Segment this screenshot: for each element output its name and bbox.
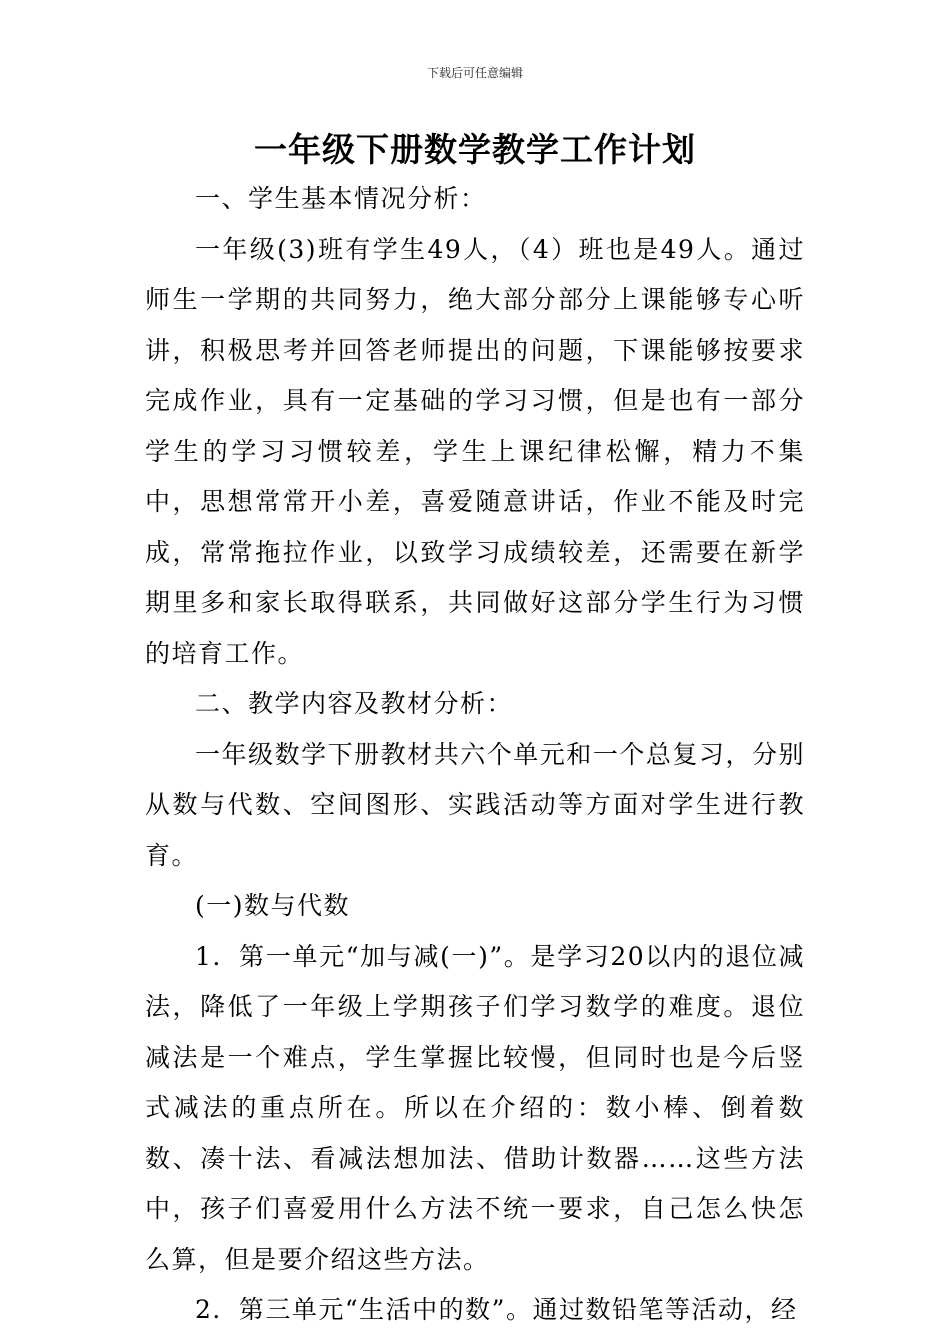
paragraph-textbook-overview: 一年级数学下册教材共六个单元和一个总复习，分别从数与代数、空间图形、实践活动等方面对学生进行教育。 [145, 739, 805, 870]
section-heading-content-analysis: 二、教学内容及教材分析： [195, 689, 514, 718]
section-heading-student-analysis: 一、学生基本情况分析： [195, 184, 487, 213]
document-body [145, 174, 805, 1336]
page-header-note: 下载后可任意编辑 [426, 66, 523, 80]
paragraph-unit-three: 2．第三单元“生活中的数”。通过数铅笔等活动，经 [195, 1295, 798, 1324]
subsection-heading-numbers-algebra: (一)数与代数 [195, 891, 351, 920]
paragraph-student-analysis: 一年级(3)班有学生49人，（4）班也是49人。通过师生一学期的共同努力，绝大部分部分上课能够专心听讲，积极思考并回答老师提出的问题，下课能够按要求完成作业，具有一定基础的学习习惯，但是也有一部分学生的学习习惯较差，学生上课纪律松懈，精力不集中，思想常常开小差，喜爱随意讲话，作业不能及时完成，常常拖拉作业，以致学习成绩较差，还需要在新学期里多和家长取得联系，共同做好这部分学生行为习惯的培育工作。 [145, 234, 805, 668]
paragraph-unit-one: 1．第一单元“加与减(一)”。是学习20以内的退位减法，降低了一年级上学期孩子们学习数学的难度。退位减法是一个难点，学生掌握比较慢，但同时也是今后竖式减法的重点所在。所以在介绍的：数小棒、倒着数数、凑十法、看减法想加法、借助计数器……这些方法中，孩子们喜爱用什么方法不统一要求，自己怎么快怎么算，但是要介绍这些方法。 [145, 941, 805, 1274]
document-title: 一年级下册数学教学工作计划 [254, 130, 696, 169]
